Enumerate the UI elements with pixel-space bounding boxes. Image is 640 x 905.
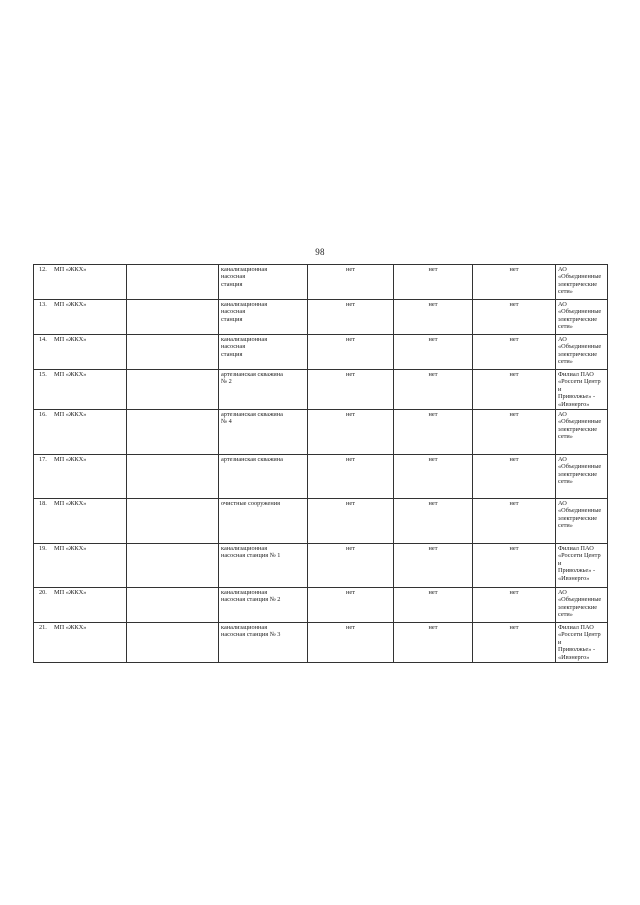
table-row: [34, 623, 608, 663]
value-cell-1: нет: [308, 370, 394, 410]
value-cell-1: нет: [308, 265, 394, 300]
table-row: [34, 300, 608, 335]
row-number: 20.: [39, 589, 47, 597]
empty-cell: [127, 335, 219, 370]
value-cell-3: нет: [473, 335, 556, 370]
organization-name: МП «ЖКХ»: [54, 456, 87, 464]
data-table: [33, 264, 608, 663]
row-number: 16.: [39, 411, 47, 419]
value-cell-1: нет: [308, 300, 394, 335]
org-cell: [34, 335, 127, 370]
object-cell: канализационная насосная станция: [219, 335, 308, 370]
organization-name: МП «ЖКХ»: [54, 301, 87, 308]
row-number: 17.: [39, 456, 47, 464]
value-cell-3: нет: [473, 370, 556, 410]
table-row: [34, 544, 608, 588]
empty-cell: [127, 265, 219, 300]
organization-name: МП «ЖКХ»: [54, 589, 87, 597]
empty-cell: [127, 544, 219, 588]
organization-name: МП «ЖКХ»: [54, 371, 87, 378]
supplier-cell: АО «Объединенные электрические сети»: [556, 588, 608, 623]
object-cell: канализационная насосная станция: [219, 300, 308, 335]
empty-cell: [127, 455, 219, 499]
value-cell-2: нет: [394, 455, 473, 499]
supplier-cell: АО «Объединенные электрические сети»: [556, 455, 608, 499]
page-number: 98: [315, 247, 325, 257]
row-number: 19.: [39, 545, 47, 553]
table-row: [34, 499, 608, 544]
value-cell-2: нет: [394, 265, 473, 300]
org-cell: [34, 499, 127, 544]
row-number: 18.: [39, 500, 47, 508]
supplier-cell: Филиал ПАО «Россети Центр и Приволжье» - «Ивэнерго»: [556, 370, 608, 410]
value-cell-3: нет: [473, 544, 556, 588]
value-cell-1: нет: [308, 455, 394, 499]
row-number: 21.: [39, 624, 47, 632]
value-cell-1: нет: [308, 410, 394, 455]
value-cell-1: нет: [308, 499, 394, 544]
object-cell: очистные сооружения: [219, 499, 308, 544]
organization-name: МП «ЖКХ»: [54, 500, 87, 508]
value-cell-3: нет: [473, 623, 556, 663]
table-row: [34, 335, 608, 370]
value-cell-3: нет: [473, 265, 556, 300]
value-cell-3: нет: [473, 499, 556, 544]
value-cell-1: нет: [308, 623, 394, 663]
object-cell: артезианская скважина № 4: [219, 410, 308, 455]
empty-cell: [127, 623, 219, 663]
empty-cell: [127, 410, 219, 455]
row-number: 15.: [39, 371, 47, 378]
table-row: [34, 588, 608, 623]
org-cell: [34, 544, 127, 588]
value-cell-2: нет: [394, 623, 473, 663]
row-number: 12.: [39, 266, 47, 273]
table-row: [34, 410, 608, 455]
value-cell-1: нет: [308, 588, 394, 623]
value-cell-2: нет: [394, 300, 473, 335]
value-cell-1: нет: [308, 335, 394, 370]
value-cell-2: нет: [394, 335, 473, 370]
organization-name: МП «ЖКХ»: [54, 266, 87, 273]
org-cell: [34, 300, 127, 335]
value-cell-2: нет: [394, 544, 473, 588]
organization-name: МП «ЖКХ»: [54, 624, 87, 632]
value-cell-2: нет: [394, 410, 473, 455]
object-cell: канализационная насосная станция № 1: [219, 544, 308, 588]
supplier-cell: АО «Объединенные электрические сети»: [556, 335, 608, 370]
organization-name: МП «ЖКХ»: [54, 336, 87, 343]
org-cell: [34, 370, 127, 410]
row-number: 14.: [39, 336, 47, 343]
supplier-cell: АО «Объединенные электрические сети»: [556, 410, 608, 455]
empty-cell: [127, 499, 219, 544]
supplier-cell: АО «Объединенные электрические сети»: [556, 265, 608, 300]
empty-cell: [127, 588, 219, 623]
object-cell: канализационная насосная станция № 3: [219, 623, 308, 663]
empty-cell: [127, 300, 219, 335]
value-cell-3: нет: [473, 455, 556, 499]
org-cell: [34, 265, 127, 300]
object-cell: артезианская скважина № 2: [219, 370, 308, 410]
org-cell: [34, 588, 127, 623]
value-cell-3: нет: [473, 588, 556, 623]
supplier-cell: Филиал ПАО «Россети Центр и Приволжье» - «Ивэнерго»: [556, 623, 608, 663]
supplier-cell: АО «Объединенные электрические сети»: [556, 300, 608, 335]
object-cell: канализационная насосная станция № 2: [219, 588, 308, 623]
org-cell: [34, 623, 127, 663]
organization-name: МП «ЖКХ»: [54, 545, 87, 553]
table-row: [34, 370, 608, 410]
value-cell-1: нет: [308, 544, 394, 588]
row-number: 13.: [39, 301, 47, 308]
table-body: [34, 265, 608, 663]
empty-cell: [127, 370, 219, 410]
org-cell: [34, 455, 127, 499]
supplier-cell: АО «Объединенные электрические сети»: [556, 499, 608, 544]
organization-name: МП «ЖКХ»: [54, 411, 87, 419]
org-cell: [34, 410, 127, 455]
supplier-cell: Филиал ПАО «Россети Центр и Приволжье» - «Ивэнерго»: [556, 544, 608, 588]
object-cell: артезианская скважина: [219, 455, 308, 499]
value-cell-3: нет: [473, 410, 556, 455]
value-cell-2: нет: [394, 499, 473, 544]
table-row: [34, 455, 608, 499]
value-cell-2: нет: [394, 370, 473, 410]
object-cell: канализационная насосная станция: [219, 265, 308, 300]
table-row: [34, 265, 608, 300]
value-cell-3: нет: [473, 300, 556, 335]
value-cell-2: нет: [394, 588, 473, 623]
